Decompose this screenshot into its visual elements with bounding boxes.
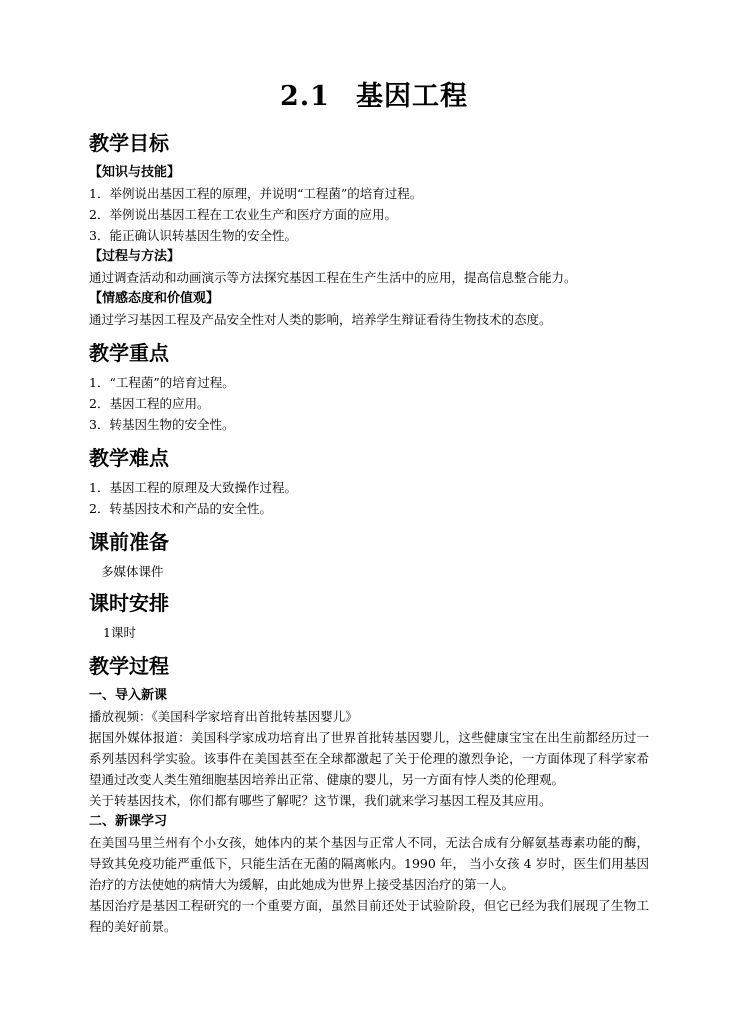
section-heading-schedule: 课时安排: [89, 591, 169, 615]
story-paragraph: 在美国马里兰州有个小女孩，她体内的某个基因与正常人不同，无法合成有分解氨基毒素功能的酶，导致其免疫功能严重低下，只能生活在无菌的隔离帐内。1990 年， 当小女孩 4 岁时，医生们用基因治疗的方法使她的病情大为缓解，由此她成为世界上接受基因治疗的第一人。: [89, 835, 649, 892]
subheading-new-lesson: 二、新课学习: [89, 814, 168, 829]
news-paragraph: 据国外媒体报道：美国科学家成功培育出了世界首批转基因婴儿，这些健康宝宝在出生前都经历过一系列基因科学实验。该事件在美国甚至在全球都激起了关于伦理的激烈争论，一方面体现了科学家希望通过改变人类生殖细胞基因培养出正常、健康的婴儿，另一方面有悖人类的伦理观。: [89, 730, 649, 787]
subheading-knowledge: 【知识与技能】: [89, 165, 181, 180]
list-item: 1．举例说出基因工程的原理，并说明“工程菌”的培育过程。: [89, 186, 423, 201]
preparation-text: 多媒体课件: [101, 564, 164, 579]
title-text: 基因工程: [355, 81, 468, 112]
schedule-text: 1课时: [103, 625, 136, 640]
subheading-intro: 一、导入新课: [89, 688, 168, 703]
video-text: 播放视频：《美国科学家培育出首批转基因婴儿》: [89, 709, 358, 724]
section-heading-goals: 教学目标: [89, 131, 169, 155]
page-title: [89, 78, 649, 116]
attitude-text: 通过学习基因工程及产品安全性对人类的影响，培养学生辩证看待生物技术的态度。: [89, 312, 552, 327]
list-item: 3．能正确认识转基因生物的安全性。: [89, 228, 297, 243]
subheading-methods: 【过程与方法】: [89, 249, 181, 264]
methods-text: 通过调查活动和动画演示等方法探究基因工程在生产生活中的应用，提高信息整合能力。: [89, 270, 577, 285]
section-heading-difficulties: 教学难点: [89, 446, 169, 470]
list-item: 2．举例说出基因工程在工农业生产和医疗方面的应用。: [89, 207, 397, 222]
list-item: 1．基因工程的原理及大致操作过程。: [89, 480, 297, 495]
list-item: 3．转基因生物的安全性。: [89, 417, 235, 432]
subheading-attitude: 【情感态度和价值观】: [89, 291, 220, 306]
section-heading-key-points: 教学重点: [89, 341, 169, 365]
document-page: [89, 78, 649, 937]
list-item: 2．基因工程的应用。: [89, 396, 210, 411]
question-text: 关于转基因技术，你们都有哪些了解呢？这节课，我们就来学习基因工程及其应用。: [89, 793, 552, 808]
list-item: 2．转基因技术和产品的安全性。: [89, 501, 272, 516]
list-item: 1．“工程菌”的培育过程。: [89, 375, 235, 390]
section-heading-preparation: 课前准备: [89, 530, 169, 554]
gene-therapy-paragraph: 基因治疗是基因工程研究的一个重要方面，虽然目前还处于试验阶段，但它已经为我们展现了生物工程的美好前景。: [89, 898, 649, 934]
section-heading-process: 教学过程: [89, 654, 169, 678]
title-number: 2.1: [280, 81, 330, 112]
